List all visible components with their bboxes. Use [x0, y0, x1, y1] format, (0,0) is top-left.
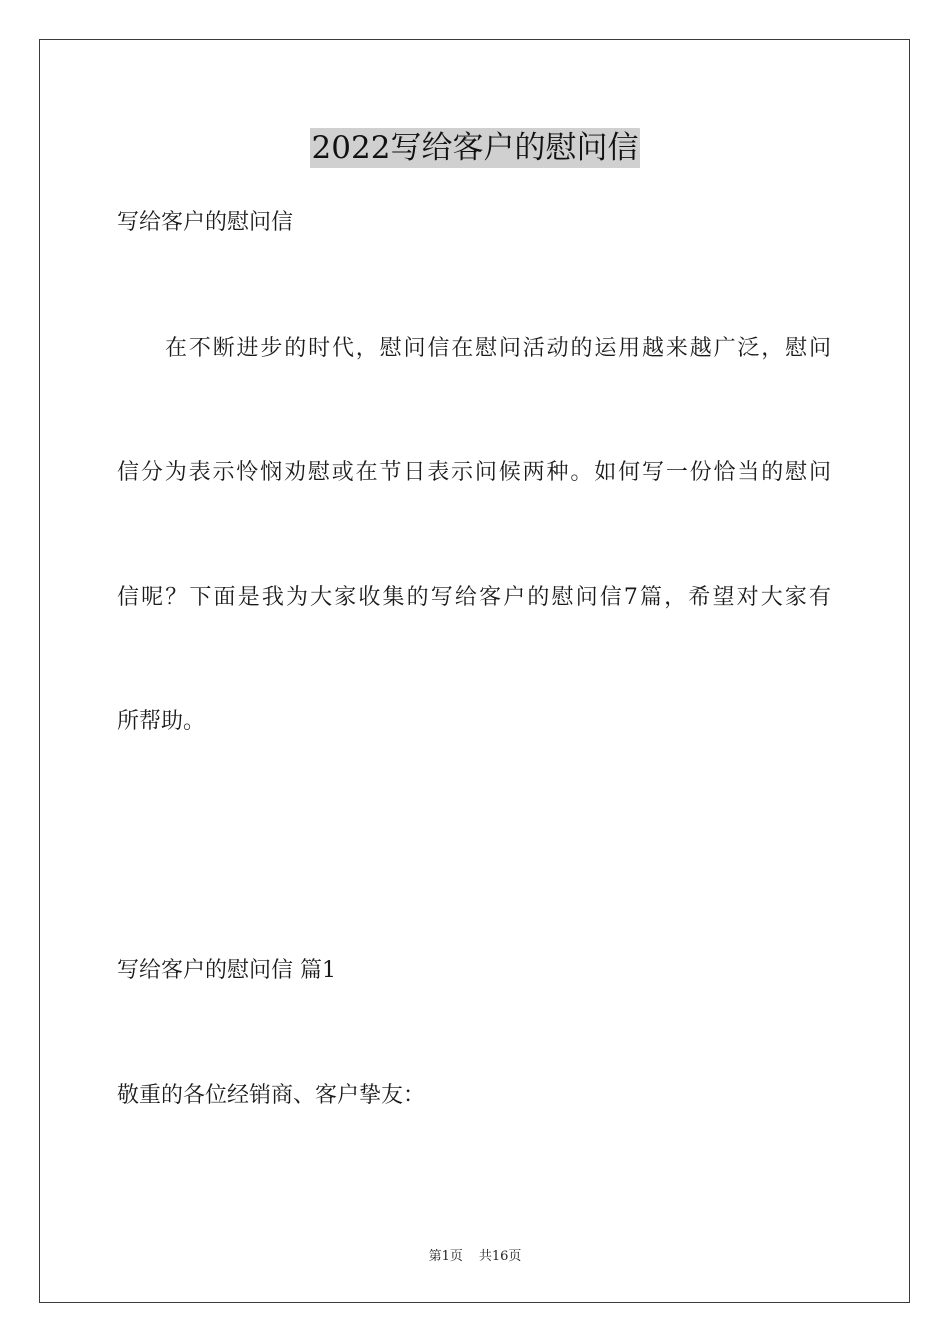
page-total: 共16页: [478, 1249, 522, 1264]
intro-line-3: 信呢？下面是我为大家收集的写给客户的慰问信7篇，希望对大家有: [117, 585, 831, 610]
intro-line-2: 信分为表示怜悯劝慰或在节日表示问候两种。如何写一份恰当的慰问: [117, 460, 831, 485]
page-footer: [0, 1248, 950, 1266]
document-subtitle: 写给客户的慰问信: [117, 210, 294, 235]
title-container: [0, 128, 950, 168]
intro-line-1: 在不断进步的时代，慰问信在慰问活动的运用越来越广泛，慰问: [165, 336, 831, 361]
intro-line-4: 所帮助。: [117, 709, 206, 734]
salutation: 敬重的各位经销商、客户挚友：: [117, 1083, 426, 1108]
section-heading: 写给客户的慰问信 篇1: [117, 958, 336, 983]
document-title: 2022写给客户的慰问信: [311, 130, 639, 166]
page-number: 第1页: [428, 1249, 463, 1264]
